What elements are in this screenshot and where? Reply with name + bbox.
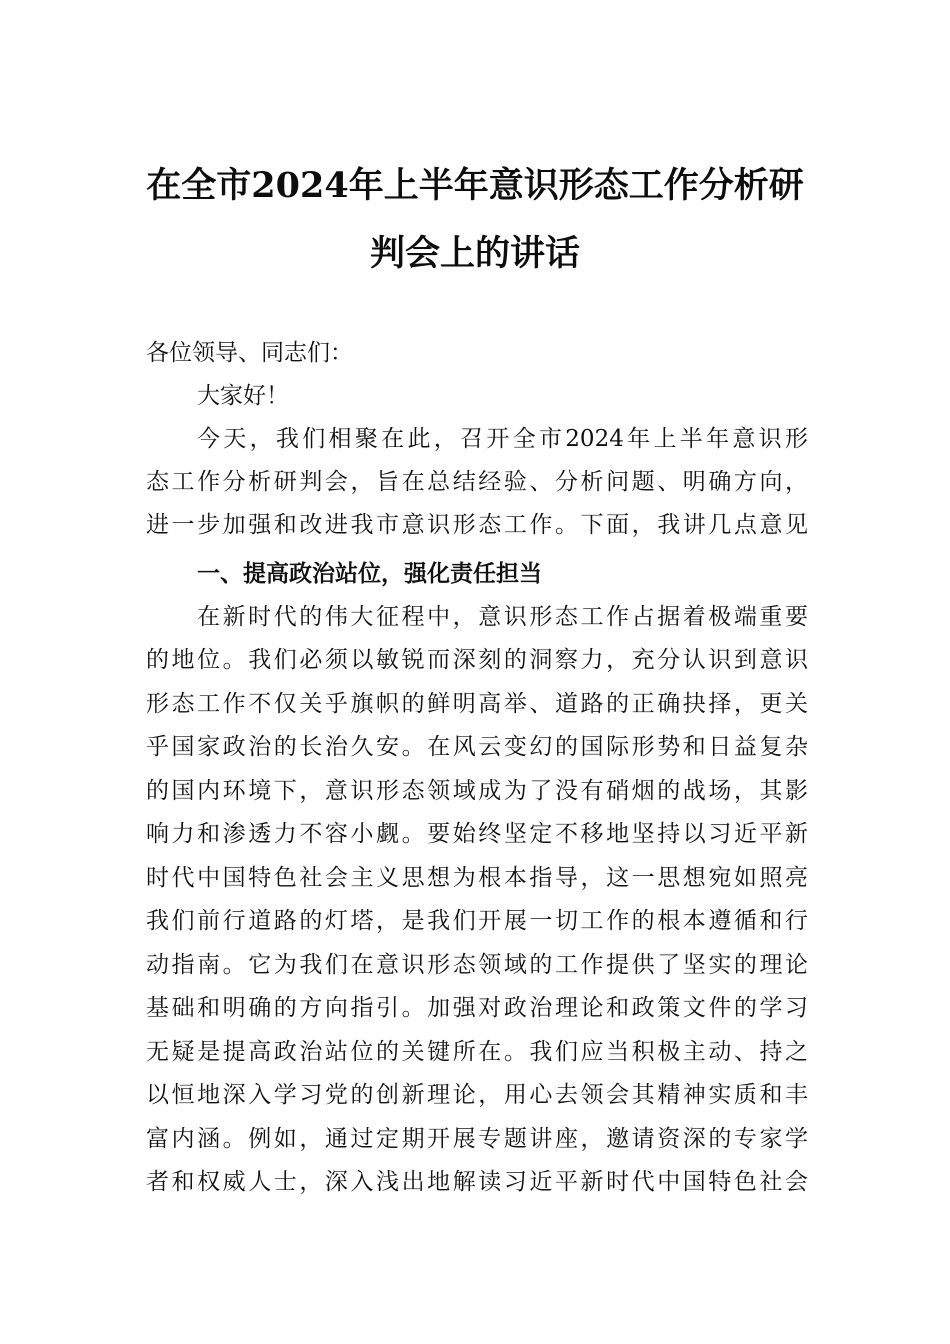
body-line: 时代中国特色社会主义思想为根本指导，这一思想宛如照亮 xyxy=(146,865,808,891)
body-line: 响力和渗透力不容小觑。要始终坚定不移地坚持以习近平新 xyxy=(146,821,808,847)
greeting: 大家好！ xyxy=(197,383,289,409)
body-line: 的国内环境下，意识形态领域成为了没有硝烟的战场，其影 xyxy=(146,778,808,804)
body-line: 无疑是提高政治站位的关键所在。我们应当积极主动、持之 xyxy=(146,1039,808,1065)
body-line: 基础和明确的方向指引。加强对政治理论和政策文件的学习 xyxy=(146,995,808,1021)
body-line: 以恒地深入学习党的创新理论，用心去领会其精神实质和丰 xyxy=(146,1082,808,1108)
body-line: 的地位。我们必须以敏锐而深刻的洞察力，充分认识到意识 xyxy=(146,647,808,673)
intro-line: 今天，我们相聚在此，召开全市2024年上半年意识形 xyxy=(197,426,808,452)
intro-line: 态工作分析研判会，旨在总结经验、分析问题、明确方向， xyxy=(146,469,808,495)
body-line: 者和权威人士，深入浅出地解读习近平新时代中国特色社会 xyxy=(146,1169,808,1195)
salutation: 各位领导、同志们： xyxy=(146,340,353,366)
body-line: 乎国家政治的长治久安。在风云变幻的国际形势和日益复杂 xyxy=(146,734,808,760)
document-title-line-2: 判会上的讲话 xyxy=(369,233,580,274)
intro-line: 进一步加强和改进我市意识形态工作。下面，我讲几点意见 xyxy=(146,512,808,538)
section-heading: 一、提高政治站位，强化责任担当 xyxy=(197,561,542,587)
body-line: 我们前行道路的灯塔，是我们开展一切工作的根本遵循和行 xyxy=(146,908,808,934)
body-line: 形态工作不仅关乎旗帜的鲜明高举、道路的正确抉择，更关 xyxy=(146,691,808,717)
body-line: 在新时代的伟大征程中，意识形态工作占据着极端重要 xyxy=(197,604,808,630)
document-title-line-1: 在全市2024年上半年意识形态工作分析研 xyxy=(146,165,804,206)
body-line: 富内涵。例如，通过定期开展专题讲座，邀请资深的专家学 xyxy=(146,1126,808,1152)
body-line: 动指南。它为我们在意识形态领域的工作提供了坚实的理论 xyxy=(146,952,808,978)
